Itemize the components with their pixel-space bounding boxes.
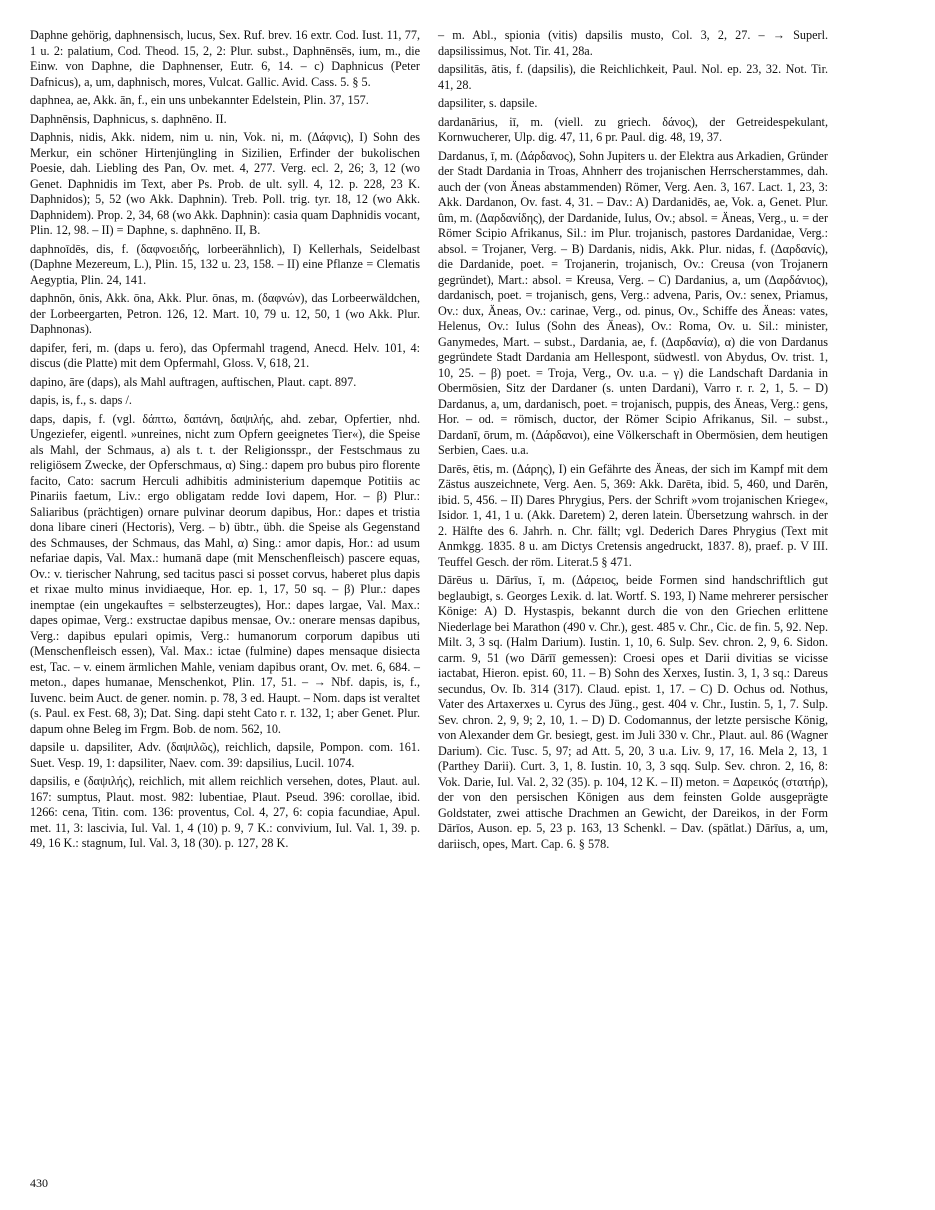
entry-dapsiliter: dapsiliter, s. dapsile. xyxy=(438,96,538,110)
entry-daphnea: daphnea, ae, Akk. ān, f., ein uns unbekannter Edelstein, Plin. 37, 157. xyxy=(30,93,369,107)
entry-daphnis: Daphnis, nidis, Akk. nidem, nim u. nin, Vok. ni, m. (Δάφνις), I) Sohn des Merkur, ein schöner Hirtenjüngling in Sizilien, Erfinder der bukolischen Poesie, dah. Liebling des Pan, Ov. met. 4, 277. Verg. ecl. 2, 26; 3, 12 (wo Genet. Daphnidis im Text, aber Ps. Prob. de ult. syll. 4, 12. p. 228, 23 K. Daphnidos); 5, 52 (wo Akk. Daphnin). Treb. Poll. trig. tyr. 18, 12 (wo Akk. Daphnidem). Prop. 2, 34, 68 (wo Akk. Daphnin): casia quam Daphnidis vocant, Plin. 12, 98. – II) = Daphne, s. daphnēno. II, B. xyxy=(30,130,420,237)
entry-dapifer: dapifer, feri, m. (daps u. fero), das Opfermahl tragend, Anecd. Helv. 101, 4: discus (die Platte) mit dem Opfermahl, Gloss. V, 618, 21. xyxy=(30,340,420,370)
entry-daphnon: daphnōn, ōnis, Akk. ōna, Akk. Plur. ōnas, m. (δαφνών), das Lorbeerwäldchen, der Lorbeergarten, Petron. 126, 12. Mart. 10, 79 u. 12, 50, 1 (wo Akk. Plur. Daphnonas). xyxy=(30,291,420,336)
entry-dapis: dapis, is, f., s. daps /. xyxy=(30,393,132,407)
right-column xyxy=(438,28,828,855)
entry-dardanarius: dardanārius, iī, m. (viell. zu griech. δάνος), der Getreidespekulant, Kornwucherer, Ulp. dig. 47, 11, 6 pr. Paul. dig. 48, 19, 37. xyxy=(438,114,828,144)
entry-dapsilis-continuation: – m. Abl., spionia (vitis) dapsilis musto, Col. 3, 2, 27. – → Superl. dapsilissimus, Not. Tir. 41, 28a. xyxy=(438,28,828,58)
entry-daps: daps, dapis, f. (vgl. δάπτω, δαπάνη, δαψιλής, ahd. zebar, Opfertier, nhd. Ungeziefer, eigentl. »unreines, nicht zum Opfern geeignetes Tier«), die Speise als Mahl, der Schmaus, a) als t. t. der Religionsspr., der Festschmaus zu religiösem Zwecke, der Opferschmaus, α) Sing.: dapem pro bubus piro florente facito, Cato: sacrum Herculi adhibitis administerium dapemque Potitiis ac Pinariis faetum, Liv.: ergo obligatam redde Iovi dapem, Hor. – β) Plur.: Saliaribus (prächtigen) ornare pulvinar deorum dapibus, Hor.: dapes et tristia dona libare cineri (Hectoris), Verg. – b) übtr., übh. die Speise als Gegenstand des Schmauses, der Schmaus, das Mahl, α) Sing.: amor dapis, Hor.: ad usum nefariae dapis, Val. Max.: humanā dape (mit Menschenfleisch) pascere equas, Ov.: v. tierischer Nahrung, sed tacitus pasci si posset corvus, haberet plus dapis et rixae multo minus invidiaeque, Hor. ep. 1, 17, 50 sq. – β) Plur.: dapes inemptae (ein ungekauftes = selbsterzeugtes), Hor.: dapes largae, Val. Max.: dapes opimae, Verg.: exstructae dapibus mensae, Ov.: onerare mensas dapibus, Verg.: dapibus epulari opimis, Verg.: humanorum corporum dapibus uti (Menschenfleisch essen), Val. Max.: ictae (fulmine) dapes mensaque disiecta est, Tac. – v. einem ärmlichen Mahle, veniam dapibus orant, Ov. met. 6, 684. – meton., dapes humanae, Menschenkot, Plin. 17, 51. – → Nbf. dapis, is, f., Iuvenc. beim Auct. de gener. nomin. p. 78, 3 ed. Haupt. – Nom. daps ist veraltet (s. Paul. ex Fest. 68, 3); Dat. Sing. dapi steht Cato r. r. 132, 1; aber Genet. Plur. dapum ohne Beleg im Frgm. Bob. de nom. 562, 10. xyxy=(30,411,420,736)
entry-daphnensis: Daphnēnsis, Daphnicus, s. daphnēno. II. xyxy=(30,111,227,126)
left-column xyxy=(30,28,420,855)
entry-dareus: Dārēus u. Dārīus, ī, m. (Δάρειος, beide Formen sind handschriftlich gut beglaubigt, s. Georges Lexik. d. lat. Wortf. S. 193, I) Name mehrerer persischer Könige: A) D. Hystaspis, bekannt durch die von den Griechen erlittene Niederlage bei Marathon (490 v. Chr.), gest. 485 v. Chr., Cic. de fin. 5, 92. Nep. Milt. 3, 3 sq. (Halm Darium). Iustin. 1, 10, 6. Sulp. Sev. chron. 2, 9, 6. Sidon. carm. 9, 51 (wo Dārīī gemessen): Croesi opes et Darii divitias se vicisse iactabat, Hieron. epist. 60, 11. – B) Sohn des Xerxes, Iustin. 3, 1, 3 sq.: Dareus secundus, Ov. Ib. 314 (317). Claud. epist. 1, 17. – C) D. Ochus od. Nothus, Vater des Artaxerxes u. Cyrus des Jüng., gest. 404 v. Chr., Iustin. 5, 1, 7. Sulp. Sev. chron. 2, 9, 9; 2, 10, 1. – D) D. Codomannus, der letzte persische König, von Alexander dem Gr. besiegt, gest. im Juli 330 v. Chr., Plaut. aul. 86 (Wagner Darium). Cic. Tusc. 5, 97; ad Att. 5, 20, 3 u.a. Liv. 9, 17, 16. Mela 2, 13, 1 (Parthey Darii). Curt. 3, 1, 8. Iustin. 10, 3, 3 sqq. Sulp. Sev. chron. 2, 16, 8: Vok. Darie, Iul. Val. 2, 32 (35). p. 104, 12 K. – II) meton. = Δαρεικός (στατήρ), der von den persischen Königen aus dem feinsten Golde ausgeprägte Goldstater, zwei attische Drachmen an Gewicht, der Dareikos, in der Form Dārīos, Auson. ep. 5, 23 p. 163, 13 Schenkl. – Dav. (spätlat.) Dārīus, a, um, dariisch, opes, Mart. Cap. 6. § 578. xyxy=(438,573,828,851)
entry-dapsilis: dapsilis, e (δαψιλής), reichlich, mit allem reichlich versehen, dotes, Plaut. aul. 167: sumptus, Plaut. most. 982: lubentiae, Plaut. Pseud. 396: corollae, ibid. 1266: cena, Titin. com. 136: proventus, Col. 4, 27, 6: copia facundiae, Apul. met. 11, 3: lascivia, Iul. Val. 1, 4 (10) p. 9, 7 K.: convivium, Iul. Val. 1, 39. p. 49, 16 K.: stagnum, Iul. Val. 3, 18 (30). p. 127, 28 K. xyxy=(30,774,420,850)
entry-dapsilitas: dapsilitās, ātis, f. (dapsilis), die Reichlichkeit, Paul. Nol. ep. 23, 32. Not. Tir. 41, 28. xyxy=(438,62,828,92)
entry-dapino: dapino, āre (daps), als Mahl auftragen, auftischen, Plaut. capt. 897. xyxy=(30,374,357,389)
entry-dares: Darēs, ētis, m. (Δάρης), I) ein Gefährte des Äneas, der sich im Kampf mit dem Zästus auszeichnete, Verg. Aen. 5, 369: Akk. Darēta, ibid. 5, 460, und Darēn, ibid. 5, 456. – II) Dares Phrygius, Pers. der Schrift »vom trojanischen Kriege«, Isidor. 1, 41, 1 u. (Akk. Daretem) 2, deren latein. Übersetzung wahrsch. in der 2. Hälfte des 6. Jahrh. n. Chr. fällt; vgl. Dederich Dares Phrygius (Text mit Anmkgg. 1835. 8 u. am Dictys Cretensis angedruckt, 1837. 8), praef. p. V III. Teuffel Gesch. der röm. Literat.5 § 471. xyxy=(438,461,828,569)
entry-daphnoides: daphnoīdēs, dis, f. (δαφνοειδής, lorbeerähnlich), I) Kellerhals, Seidelbast (Daphne Mezereum, L.), Plin. 15, 132 u. 23, 158. – II) eine Pflanze = Clematis Aegyptia, Plin. 24, 141. xyxy=(30,241,420,287)
page-number: 430 xyxy=(30,1176,48,1190)
entry-dardanus: Dardanus, ī, m. (Δάρδανος), Sohn Jupiters u. der Elektra aus Arkadien, Gründer der Stadt Dardania in Troas, Ahnherr des trojanischen Herrscherstammes, dah. auch der (von Äneas abstammenden) Römer, Verg. Aen. 3, 167. Lact. 1, 23, 3: Akk. Dardanon, Ov. fast. 4, 31. – Dav.: A) Dardanidēs, ae, Vok. a, Genet. Plur. ûm, m. (Δαρδανίδης), der Dardanide, Iulus, Ov.; absol. = Äneas, Verg., u. = der Römer Scipio Afrikanus, Sil.: im Plur. trojanisch, pastores Dardanidae, Verg.: absol. = Trojaner, Verg. – B) Dardanis, nidis, Akk. Plur. nidas, f. (Δαρδανίς), die Dardanide, poet. = Trojanerin, trojanisch, Ov.: Creusa (von Trojanern gegründet), Mart.: absol. = Kreusa, Verg. – C) Dardanius, a, um (Δαρδάνιος), dardanisch, poet. = trojanisch, gens, Verg.: advena, Paris, Ov.: senex, Priamus, Ov.: dux, Äneas, Ov.: carinae, Verg., od. pinus, Ov., Schiffe des Äneas: vates, Helenus, Ov.: Iulus (Sohn des Äneas), Ov.: Roma, Ov. u. Sil.: minister, Ganymedes, Mart. – subst., Dardania, ae, f. (Δαρδανία), α) die von Dardanus gegründete Stadt Dardania am Hellespont, südwestl. von Abydus, Ov. trist. 1, 10, 25. – β) poet. = Troja, Verg., Ov. u.a. – γ) die Landschaft Dardania in Obermösien, Sitz der Dardaner (s. unten Dardani), Varro r. r. 2, 1, 5. – D) Dardanus, a, um, dardanisch, poet. = trojanisch, puppis, des Äneas, Verg.: gens, Hor. – od. = römisch, ductor, der Römer Scipio Afrikanus, Sil. – subst., Dardanī, ōrum, m. (Δάρδανοι), eine Völkerschaft in Obermösien, dem heutigen Serbien, Caes. u.a. xyxy=(438,148,828,457)
entry-dapsile: dapsile u. dapsiliter, Adv. (δαψιλῶς), reichlich, dapsile, Pompon. com. 161. Suet. Vesp. 19, 1: dapsiliter, Naev. com. 39: dapsilius, Lucil. 1074. xyxy=(30,740,420,770)
entry-daphne-continuation: Daphne gehörig, daphnensisch, lucus, Sex. Ruf. brev. 16 extr. Cod. Iust. 11, 77, 1 u. 2: palatium, Cod. Theod. 15, 2, 2: Plur. subst., Daphnēnsēs, ium, m., die Einw. von Daphne, die Daphnenser, Eutr. 6, 14. – c) Daphnicus (Peter Dafnicus), a, um, daphnisch, mores, Vulcat. Gallic. Avid. Cass. 5. § 5. xyxy=(30,28,420,89)
